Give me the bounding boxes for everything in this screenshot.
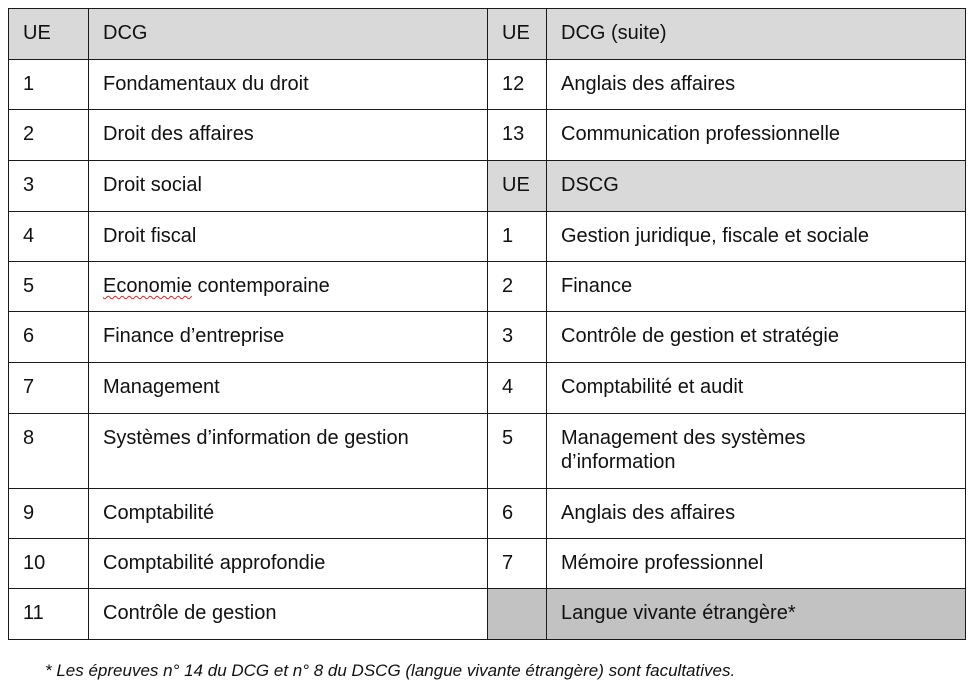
left-ue-cell: 4 (9, 212, 89, 262)
left-label-cell: Systèmes d’information de gestion (89, 414, 488, 489)
right-label-cell: Management des systèmes d’information (547, 414, 966, 489)
table-row (9, 539, 966, 589)
left-label-cell: Droit social (89, 161, 488, 212)
left-ue-cell: 6 (9, 312, 89, 363)
table-row (9, 161, 966, 212)
left-label-cell: Droit fiscal (89, 212, 488, 262)
dscg-header-cell: DSCG (547, 161, 966, 212)
header-cell-dcg-suite: DCG (suite) (547, 9, 966, 60)
right-ue-cell: 1 (488, 212, 547, 262)
right-label-cell: Finance (547, 262, 966, 312)
left-label-cell: Economie contemporaine (89, 262, 488, 312)
right-ue-cell: 5 (488, 414, 547, 489)
left-ue-cell: 1 (9, 60, 89, 110)
right-ue-cell-empty (488, 589, 547, 640)
left-label-cell: Management (89, 363, 488, 414)
left-ue-cell: 8 (9, 414, 89, 489)
table-header-row (9, 9, 966, 60)
language-optional-cell: Langue vivante étrangère* (547, 589, 966, 640)
right-ue-cell: 3 (488, 312, 547, 363)
right-label-cell: Anglais des affaires (547, 60, 966, 110)
header-cell-ue-right: UE (488, 9, 547, 60)
table-row (9, 363, 966, 414)
right-ue-cell: 13 (488, 110, 547, 161)
left-ue-cell: 3 (9, 161, 89, 212)
left-ue-cell: 9 (9, 489, 89, 539)
table-row (9, 312, 966, 363)
right-label-cell: Mémoire professionnel (547, 539, 966, 589)
left-ue-cell: 2 (9, 110, 89, 161)
right-ue-cell: 4 (488, 363, 547, 414)
left-ue-cell: 10 (9, 539, 89, 589)
table-row (9, 589, 966, 640)
right-label-cell: Gestion juridique, fiscale et sociale (547, 212, 966, 262)
left-label-cell: Fondamentaux du droit (89, 60, 488, 110)
table-row (9, 262, 966, 312)
header-cell-dcg: DCG (89, 9, 488, 60)
table-row (9, 110, 966, 161)
table-row (9, 489, 966, 539)
left-label-cell: Comptabilité (89, 489, 488, 539)
right-ue-cell: 7 (488, 539, 547, 589)
table-row (9, 60, 966, 110)
left-ue-cell: 5 (9, 262, 89, 312)
right-label-cell: Contrôle de gestion et stratégie (547, 312, 966, 363)
spellcheck-underline: Economie (103, 275, 192, 297)
footnote: * Les épreuves n° 14 du DCG et n° 8 du DSCG (langue vivante étrangère) sont facultatives. (45, 661, 736, 680)
header-cell-ue: UE (9, 9, 89, 60)
left-label-cell: Comptabilité approfondie (89, 539, 488, 589)
table-row (9, 212, 966, 262)
right-label-cell: Comptabilité et audit (547, 363, 966, 414)
right-ue-cell: 6 (488, 489, 547, 539)
right-label-cell: Anglais des affaires (547, 489, 966, 539)
table-row (9, 414, 966, 489)
left-ue-cell: 11 (9, 589, 89, 640)
left-ue-cell: 7 (9, 363, 89, 414)
left-label-cell: Finance d’entreprise (89, 312, 488, 363)
right-label-cell: Communication professionnelle (547, 110, 966, 161)
ue-table (8, 8, 966, 640)
dscg-ue-header-cell: UE (488, 161, 547, 212)
right-ue-cell: 2 (488, 262, 547, 312)
left-label-cell: Contrôle de gestion (89, 589, 488, 640)
left-label-cell: Droit des affaires (89, 110, 488, 161)
right-ue-cell: 12 (488, 60, 547, 110)
